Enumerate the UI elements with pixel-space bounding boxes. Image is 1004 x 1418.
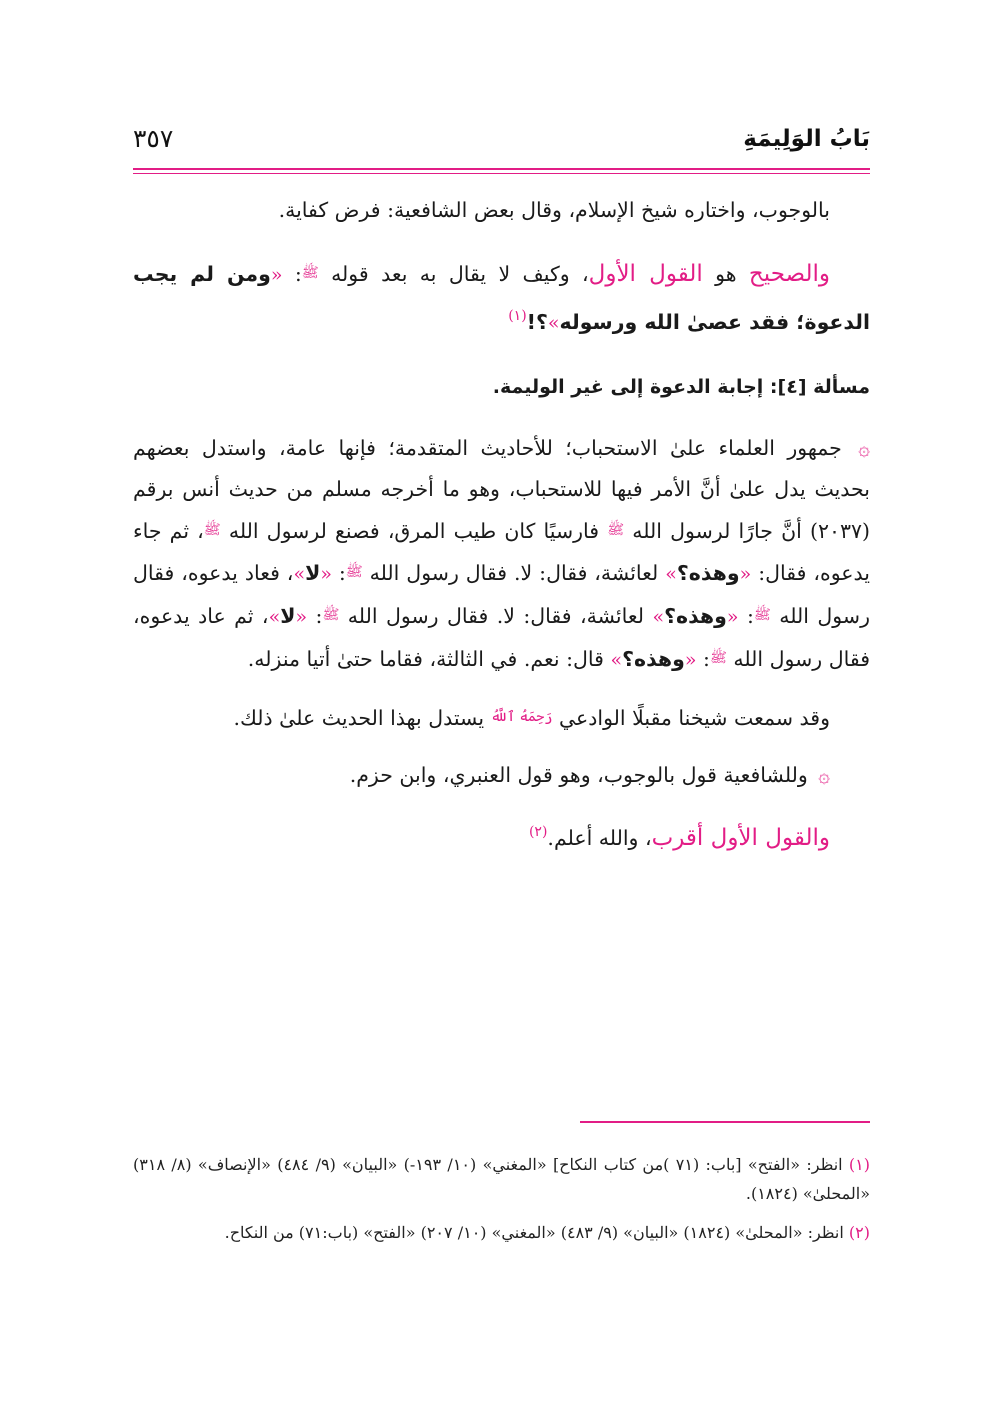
text-run: لعائشة، فقال: لا. فقال رسول الله [362, 561, 666, 585]
quote-close: » [652, 606, 665, 628]
footnote-number: (٢) [848, 1223, 870, 1242]
paragraph-5 [133, 697, 870, 739]
hadith-quote: لا [280, 604, 296, 628]
text-run: ؟! [526, 310, 548, 334]
quote-close: » [665, 563, 677, 585]
highlight-conclusion: والقول الأول أقرب [651, 825, 830, 851]
paragraph-6 [133, 755, 870, 796]
quote-open: « [739, 563, 752, 585]
text-run: ، ثم جاء يدعوه، فقال: [133, 519, 870, 585]
text-run: ، وكيف لا يقال به بعد قوله [318, 262, 589, 286]
text-run: هو [702, 262, 749, 286]
text-run: جمهور العلماء علىٰ الاستحباب؛ للأحاديث المتقدمة؛ فإنها عامة، واستدل بعضهم بحديث يدل علىٰ أنَّ الأمر فيها للاستحباب، وهو ما أخرجه مسلم من حديث أنس برقم (٢٠٣٧) أنَّ جارًا لرسول الله [133, 436, 870, 543]
salla-glyph: ﷺ [203, 522, 221, 538]
footnote-text: انظر: «المحلىٰ» (١٨٢٤) «البيان» (٩/ ٤٨٣) «المغني» (١٠/ ٢٠٧) «الفتح» (باب:٧١) من النكاح. [224, 1223, 849, 1242]
text-run: ، والله أعلم. [547, 826, 652, 850]
text-run: : [696, 647, 710, 671]
section-heading [133, 366, 870, 408]
ornament-bullet-icon: ۞ [818, 763, 830, 787]
salla-glyph: ﷺ [607, 522, 625, 538]
footnote-separator [580, 1121, 870, 1123]
header-rule-thick [133, 168, 870, 170]
hadith-quote: لا [305, 561, 321, 585]
quote-open: « [684, 649, 697, 671]
main-text [133, 190, 870, 859]
text-run: : [331, 561, 346, 585]
text-run: قال: نعم. في الثالثة، فقاما حتىٰ أتيا منزله. [247, 647, 611, 671]
text-run: ، فعاد يدعوه، فقال رسول الله [133, 561, 870, 628]
text-run: : [307, 604, 323, 628]
footnotes [133, 1150, 870, 1257]
salla-glyph: ﷺ [301, 265, 319, 281]
footnote-1 [133, 1150, 870, 1208]
text-run: يستدل بهذا الحديث علىٰ ذلك. [233, 706, 491, 730]
hadith-quote: وهذه؟ [676, 561, 740, 585]
footnote-ref-2[interactable]: (٢) [528, 824, 548, 840]
text-run: وللشافعية قول بالوجوب، وهو قول العنبري، وابن حزم. [349, 763, 815, 787]
footnote-text: انظر: «الفتح» [باب: (٧١ )من كتاب النكاح] «المغني» (١٠/ ١٩٣-) «البيان» (٩/ ٤٨٤) «الإنصاف» (٨/ ٣١٨) «المحلىٰ» (١٨٢٤). [133, 1155, 870, 1203]
highlight-sahih: والصحيح [748, 261, 831, 287]
ornament-bullet-icon: ۞ [858, 436, 870, 460]
book-page [133, 0, 870, 1418]
text-run: لعائشة، فقال: لا. فقال رسول الله [339, 604, 653, 628]
quote-close: » [268, 606, 281, 628]
paragraph-7 [133, 812, 870, 859]
highlight-first-opinion: القول الأول [588, 261, 703, 287]
paragraph-2 [133, 253, 870, 344]
paragraph-1 [133, 190, 870, 231]
text-run: وقد سمعت شيخنا مقبلًا الوادعي [552, 706, 830, 730]
footnote-ref-1[interactable]: (١) [508, 308, 527, 324]
quote-close: » [293, 563, 306, 585]
quote-open: « [295, 606, 308, 628]
text-run: ، ثم عاد يدعوه، فقال رسول الله [133, 604, 870, 671]
rahimahullah-glyph: رَحِمَهُ ٱللَّهُ [490, 709, 553, 725]
paragraph-4 [133, 428, 870, 681]
hadith-quote: وهذه؟ [664, 604, 727, 628]
page-number: ٣٥٧ [133, 124, 174, 153]
quote-open: « [270, 264, 283, 286]
chapter-title: بَابُ الوَلِيمَةِ [743, 126, 870, 152]
quote-close: » [610, 649, 623, 671]
footnote-2 [133, 1218, 870, 1247]
quote-open: « [726, 606, 739, 628]
text-run: : [282, 262, 302, 286]
header-rule-thin [133, 173, 870, 174]
footnote-number: (١) [848, 1155, 871, 1174]
salla-glyph: ﷺ [709, 650, 727, 666]
hadith-quote: وهذه؟ [622, 647, 685, 671]
text-run: : [738, 604, 754, 628]
salla-glyph: ﷺ [345, 564, 363, 580]
quote-close: » [547, 312, 560, 334]
text-run: فارسيًا كان طيب المرق، فصنع لرسول الله [220, 519, 608, 543]
hadith-quote: ومن لم يجب الدعوة؛ فقد عصىٰ الله ورسوله [133, 262, 870, 334]
masala-heading: مسألة [٤]: إجابة الدعوة إلى غير الوليمة. [492, 376, 870, 398]
text-run: بالوجوب، واختاره شيخ الإسلام، وقال بعض الشافعية: فرض كفاية. [278, 198, 830, 222]
quote-open: « [320, 563, 332, 585]
page-header [133, 124, 870, 164]
salla-glyph: ﷺ [753, 607, 771, 623]
salla-glyph: ﷺ [322, 607, 340, 623]
